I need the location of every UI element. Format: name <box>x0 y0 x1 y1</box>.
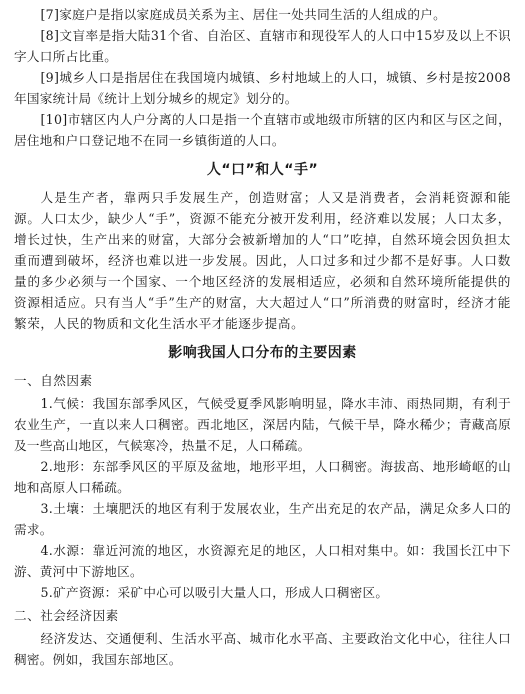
footnote-9: [9]城乡人口是指居住在我国境内城镇、乡村地域上的人口，城镇、乡村是按2008年国家统计局《统计上划分城乡的规定》划分的。 <box>14 70 511 106</box>
section-title-population: 人“口”和人“手” <box>206 162 319 178</box>
subheading-socioeconomic-factors: 二、社会经济因素 <box>14 608 119 623</box>
factor-water: 4.水源：靠近河流的地区，水资源充足的地区，人口相对集中。如：我国长江中下游、黄河中下游地区。 <box>14 543 511 579</box>
subheading-natural-factors: 一、自然因素 <box>14 373 93 388</box>
section-title-distribution-factors: 影响我国人口分布的主要因素 <box>168 345 357 361</box>
section-body-population: 人是生产者，靠两只手发展生产，创造财富；人又是消费者，会消耗资源和能源。人口太少，缺少人“手”，资源不能充分被开发利用，经济难以发展；人口太多，增长过快，生产出来的财富，大部分会被新增加的人“口”吃掉，自然环境会因负担太重而遭到破坏，经济也难以进一步发展。因此，人口过多和过少都不是好事。人口数量的多少必须与一个国家、一个地区经济的发展相适应，必须和自然环境所能提供的资源相适应。只有当人“手”生产的财富，大大超过人“口”所消费的财富时，经济才能繁荣，人民的物质和文化生活水平才能逐步提高。 <box>14 190 511 331</box>
factor-terrain: 2.地形：东部季风区的平原及盆地，地形平坦，人口稠密。海拔高、地形崎岖的山地和高原人口稀疏。 <box>14 459 511 495</box>
footnote-8: [8]文盲率是指大陆31个省、自治区、直辖市和现役军人的人口中15岁及以上不识字人口所占比重。 <box>14 28 511 64</box>
socioeconomic-description: 经济发达、交通便利、生活水平高、城市化水平高、主要政治文化中心，往往人口稠密。例如，我国东部地区。 <box>14 631 511 667</box>
factor-climate: 1.气候：我国东部季风区，气候受夏季风影响明显，降水丰沛、雨热同期，有利于农业生产，一直以来人口稠密。西北地区，深居内陆，气候干旱，降水稀少；青藏高原及一些高山地区，气候寒冷，热量不足，人口稀疏。 <box>14 396 511 453</box>
footnote-7: [7]家庭户是指以家庭成员关系为主、居住一处共同生活的人组成的户。 <box>40 7 447 22</box>
footnote-10: [10]市辖区内人户分离的人口是指一个直辖市或地级市所辖的区内和区与区之间，居住地和户口登记地不在同一乡镇街道的人口。 <box>14 112 511 148</box>
factor-soil: 3.土壤：土壤肥沃的地区有利于发展农业，生产出充足的农产品，满足众多人口的需求。 <box>14 501 511 537</box>
factor-minerals: 5.矿产资源：采矿中心可以吸引大量人口，形成人口稠密区。 <box>40 585 389 600</box>
